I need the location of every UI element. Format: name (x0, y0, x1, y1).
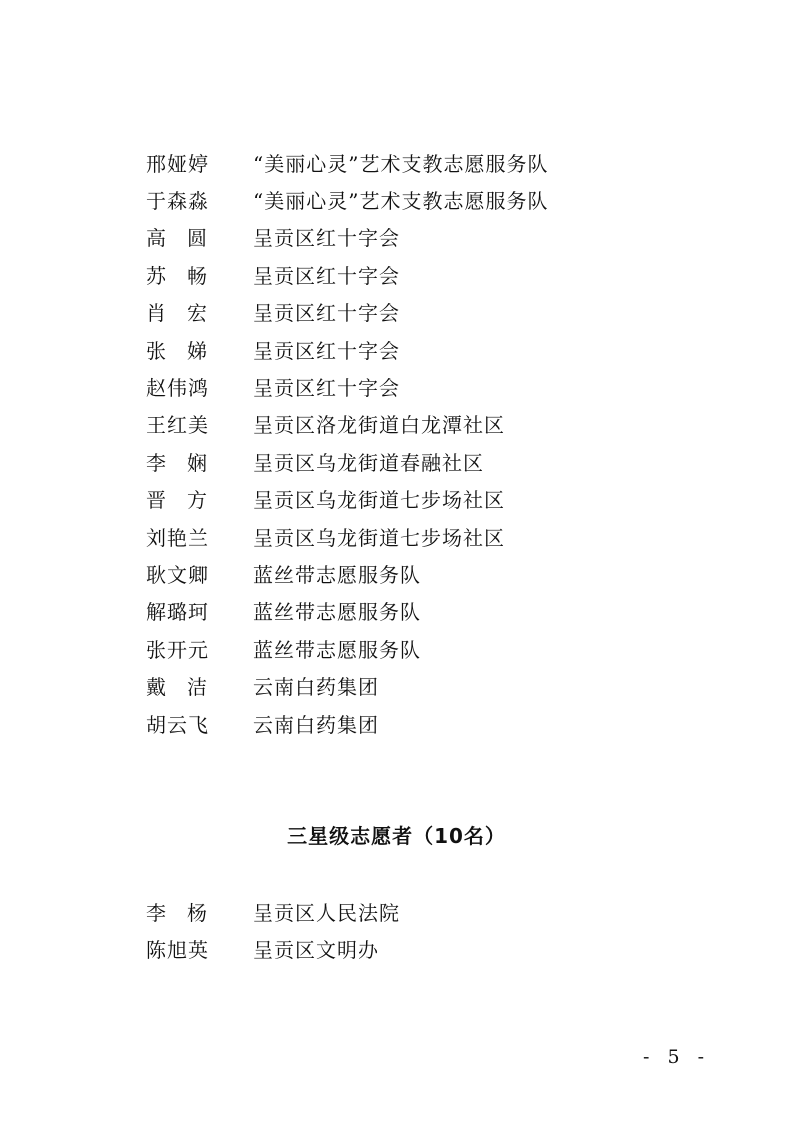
volunteer-organization: 蓝丝带志愿服务队 (253, 600, 421, 625)
list-item (146, 332, 548, 369)
volunteer-list-bottom (146, 894, 400, 969)
volunteer-organization: 蓝丝带志愿服务队 (253, 562, 421, 587)
volunteer-organization: 呈贡区红十字会 (253, 301, 400, 326)
page-number: - 5 - (643, 1046, 711, 1068)
volunteer-organization: 呈贡区洛龙街道白龙潭社区 (253, 413, 505, 438)
volunteer-organization: 呈贡区文明办 (253, 938, 379, 963)
volunteer-name: 李杨 (146, 900, 228, 925)
volunteer-name: 戴洁 (146, 675, 228, 700)
list-item (146, 257, 548, 294)
list-item (146, 556, 548, 593)
list-item (146, 668, 548, 705)
volunteer-name: 于森淼 (146, 189, 209, 214)
list-item (146, 482, 548, 519)
volunteer-name: 肖宏 (146, 301, 228, 326)
list-item (146, 594, 548, 631)
volunteer-organization: 呈贡区红十字会 (253, 338, 400, 363)
list-item (146, 369, 548, 406)
volunteer-organization: 呈贡区人民法院 (253, 900, 400, 925)
volunteer-name: 邢娅婷 (146, 151, 209, 176)
volunteer-organization: 呈贡区红十字会 (253, 263, 400, 288)
volunteer-name: 胡云飞 (146, 712, 209, 737)
volunteer-name: 赵伟鸿 (146, 376, 209, 401)
volunteer-name: 苏畅 (146, 263, 228, 288)
volunteer-organization: 呈贡区乌龙街道春融社区 (253, 450, 484, 475)
list-item (146, 444, 548, 481)
volunteer-name: 李娴 (146, 450, 228, 475)
list-item (146, 407, 548, 444)
volunteer-name: 晋方 (146, 488, 228, 513)
volunteer-organization: 呈贡区乌龙街道七步场社区 (253, 525, 505, 550)
volunteer-organization: 呈贡区红十字会 (253, 226, 400, 251)
volunteer-organization: 呈贡区乌龙街道七步场社区 (253, 488, 505, 513)
volunteer-name: 张娣 (146, 338, 228, 363)
volunteer-name: 刘艳兰 (146, 525, 209, 550)
volunteer-organization: “美丽心灵”艺术支教志愿服务队 (253, 151, 549, 176)
list-item (146, 519, 548, 556)
list-item (146, 894, 400, 931)
volunteer-name: 陈旭英 (146, 938, 209, 963)
volunteer-organization: “美丽心灵”艺术支教志愿服务队 (253, 189, 549, 214)
volunteer-name: 解璐珂 (146, 600, 209, 625)
volunteer-organization: 云南白药集团 (253, 675, 379, 700)
volunteer-name: 高圆 (146, 226, 228, 251)
section-heading: 三星级志愿者（10名） (287, 824, 506, 848)
list-item (146, 145, 548, 182)
list-item (146, 182, 548, 219)
list-item (146, 220, 548, 257)
volunteer-organization: 蓝丝带志愿服务队 (253, 637, 421, 662)
volunteer-organization: 云南白药集团 (253, 712, 379, 737)
volunteer-name: 张开元 (146, 637, 209, 662)
volunteer-list-top (146, 145, 548, 743)
volunteer-name: 耿文卿 (146, 562, 209, 587)
list-item (146, 631, 548, 668)
list-item (146, 706, 548, 743)
volunteer-organization: 呈贡区红十字会 (253, 376, 400, 401)
list-item (146, 931, 400, 968)
list-item (146, 295, 548, 332)
volunteer-name: 王红美 (146, 413, 209, 438)
